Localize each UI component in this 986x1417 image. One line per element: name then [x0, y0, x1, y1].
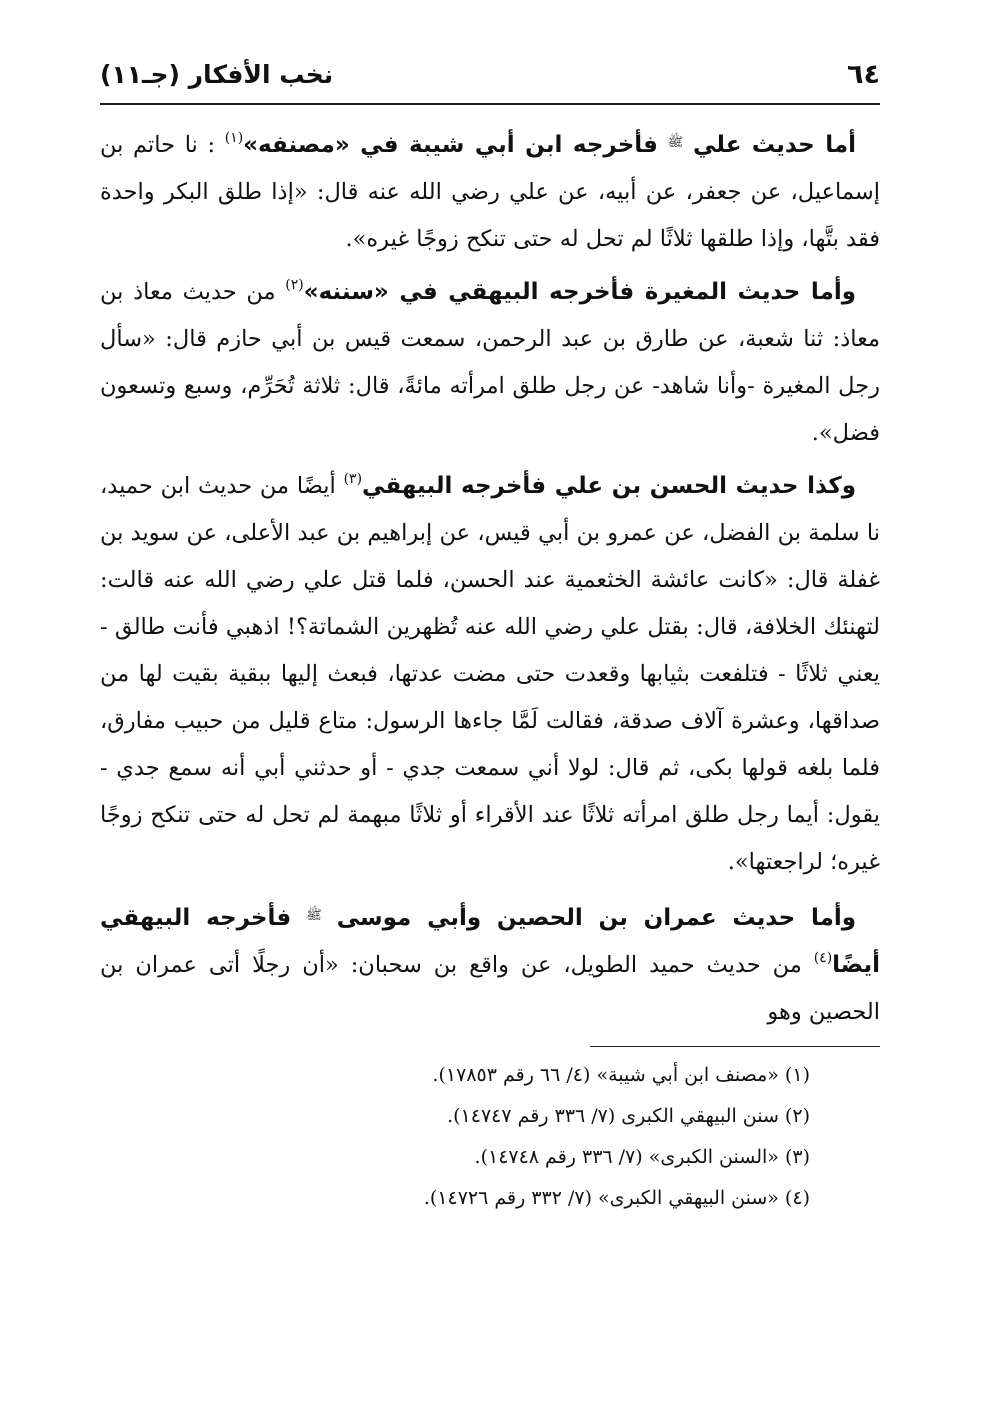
paragraph-text: : نا حاتم بن إسماعيل، عن جعفر، عن أبيه، عن علي رضي الله عنه قال: «إذا طلق البكر واحدة فقد بتَّها، وإذا طلقها ثلاثًا لم تحل له حتى تنكح زوجًا غيره». — [100, 132, 880, 252]
paragraph-text: من حديث حميد الطويل، عن واقع بن سحبان: «أن رجلًا أتى عمران بن الحصين وهو — [100, 952, 880, 1025]
footnote: (٣) «السنن الكبرى» (٧/ ٣٣٦ رقم ١٤٧٤٨). — [474, 1146, 810, 1168]
honorific-glyph: ﷺ — [306, 908, 322, 923]
paragraph-ali — [100, 119, 880, 263]
paragraph-text: أيضًا من حديث ابن حميد، نا سلمة بن الفضل، عن عمرو بن أبي قيس، عن إبراهيم بن عبد الأعلى، عن سويد بن غفلة قال: «كانت عائشة الخثعمية عند الحسن، فلما قتل علي رضي الله عنه قالت: لتهنئك الخلافة، قال: بقتل علي رضي الله عنه تُظهرين الشماتة؟! اذهبي فأنت طالق - يعني ثلاثًا - فتلفعت بثيابها وقعدت حتى مضت عدتها، فبعث إليها ببقية بقيت لها من صداقها، وعشرة آلاف صدقة، فقالت لَمَّا جاءها الرسول: متاع قليل من حبيب مفارق، فلما بلغه قولها بكى، ثم قال: لولا أني سمعت جدي - أو حدثني أبي أنه سمع جدي - يقول: أيما رجل طلق امرأته ثلاثًا عند الأقراء أو ثلاثًا مبهمة لم تحل له حتى تنكح زوجًا غيره؛ لراجعتها». — [100, 473, 880, 875]
paragraph-lead: أما حديث علي — [693, 132, 857, 158]
paragraph-lead: وكذا حديث الحسن بن علي فأخرجه البيهقي — [362, 473, 856, 499]
paragraph-lead: فأخرجه البيهقي أيضًا — [100, 905, 880, 978]
honorific-glyph: ﷺ — [667, 135, 684, 150]
footnote-ref[interactable]: (٤) — [813, 950, 833, 966]
paragraph-mughira — [100, 269, 880, 457]
paragraph-lead: فأخرجه ابن أبي شيبة في «مصنفه» — [243, 132, 658, 158]
footnote-ref[interactable]: (٢) — [285, 277, 304, 293]
book-page — [100, 55, 880, 1219]
paragraph-lead: وأما حديث عمران بن الحصين وأبي موسى — [336, 905, 857, 931]
main-text — [100, 119, 880, 1036]
footnote: (١) «مصنف ابن أبي شيبة» (٤/ ٦٦ رقم ١٧٨٥٣). — [432, 1064, 810, 1086]
running-header — [100, 55, 880, 105]
paragraph-text: من حديث معاذ بن معاذ: ثنا شعبة، عن طارق بن عبد الرحمن، سمعت قيس بن أبي حازم قال: «سأل رجل المغيرة -وأنا شاهد- عن رجل طلق امرأته مائةً، قال: ثلاثة تُحَرِّم، وسبع وتسعون فضل». — [100, 279, 880, 446]
paragraph-imran — [100, 892, 880, 1036]
footnote-ref[interactable]: (١) — [224, 130, 244, 146]
page-number: ٦٤ — [847, 59, 880, 90]
footnote: (٤) «سنن البيهقي الكبرى» (٧/ ٣٣٢ رقم ١٤٧٢٦). — [423, 1187, 810, 1209]
footnote-ref[interactable]: (٣) — [343, 471, 363, 487]
book-title: نخب الأفكار (جـ١١) — [100, 60, 334, 89]
footnotes — [100, 1055, 880, 1219]
footnote-divider — [590, 1046, 880, 1047]
footnote: (٢) سنن البيهقي الكبرى (٧/ ٣٣٦ رقم ١٤٧٤٧). — [447, 1105, 810, 1127]
paragraph-hasan — [100, 463, 880, 886]
paragraph-lead: وأما حديث المغيرة فأخرجه البيهقي في «سننه» — [303, 279, 856, 305]
